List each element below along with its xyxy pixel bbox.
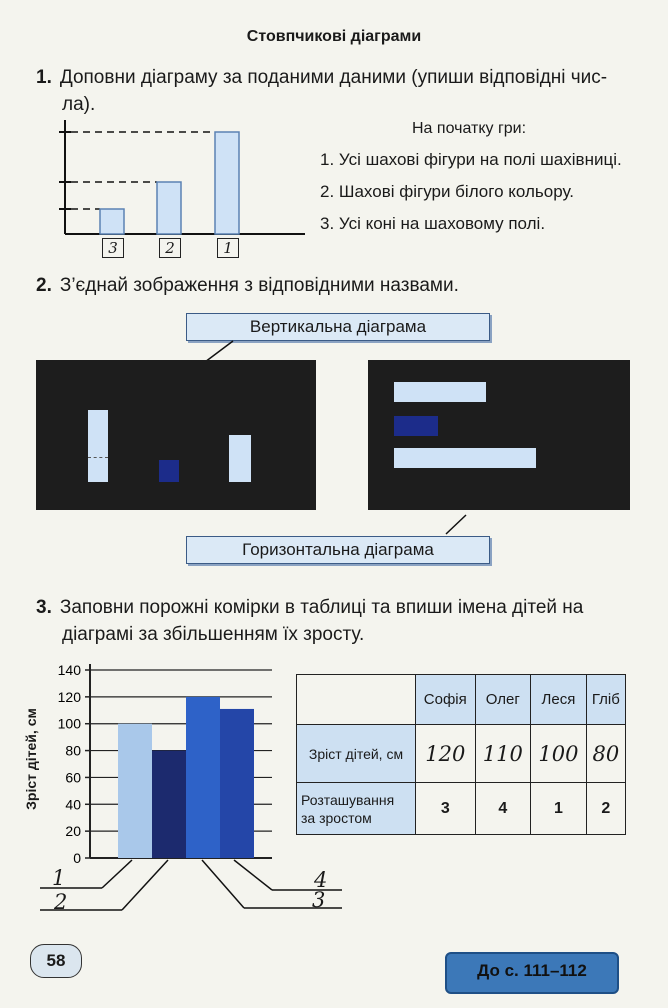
task1-line2: ла). <box>62 94 96 115</box>
task1-bar-label-2[interactable]: 2 <box>159 238 181 258</box>
table-rank-hlib: 2 <box>586 783 625 835</box>
horizontal-chart-label[interactable]: Горизонтальна діаграма <box>186 536 490 564</box>
connector-vertical <box>205 341 233 362</box>
table-row <box>297 783 626 835</box>
task1-option-3: 3. Усі коні на шаховому полі. <box>320 214 546 233</box>
task2-line: З’єднай зображення з відповідними назвами. <box>59 275 459 296</box>
task1-bar-label-1[interactable]: 1 <box>217 238 239 258</box>
task1-bar-3 <box>100 209 124 234</box>
horizontal-bar-1 <box>394 382 486 402</box>
hand-number-2: 2 <box>54 890 68 914</box>
chart-ylabel-wrap <box>20 664 42 854</box>
table-header-lesia: Леся <box>531 675 587 725</box>
task3-line1: Заповни порожні комірки в таблиці та впиши імена дітей на <box>59 597 584 618</box>
table-row1-label: Зріст дітей, см <box>297 725 416 783</box>
vertical-bar-3 <box>229 435 251 482</box>
height-chart <box>40 660 290 870</box>
task1-option-1: 1. Усі шахові фігури на полі шахівниці. <box>320 150 622 169</box>
page-number: 58 <box>30 944 82 978</box>
task1-option-2: 2. Шахові фігури білого кольору. <box>320 182 574 201</box>
task1-bar-chart <box>55 112 315 242</box>
horizontal-bar-3 <box>394 448 536 468</box>
vertical-bar-dash <box>88 457 108 458</box>
table-height-hlib[interactable]: 80 <box>586 725 625 783</box>
hand-number-1: 1 <box>52 866 66 890</box>
vertical-chart-image[interactable] <box>36 360 316 510</box>
height-table <box>296 674 626 835</box>
task1-intro: На початку гри: <box>412 120 527 137</box>
table-rank-sofia: 3 <box>416 783 476 835</box>
page-reference: До с. 111–112 <box>445 952 619 994</box>
task1-bar-label-3[interactable]: 3 <box>102 238 124 258</box>
horizontal-bar-2 <box>394 416 438 436</box>
chart-tick-label: 0 <box>73 850 81 866</box>
horizontal-chart-image[interactable] <box>368 360 630 510</box>
table-row2-label <box>297 783 416 835</box>
table-height-sofia[interactable]: 120 <box>416 725 476 783</box>
chart-bar-1 <box>118 724 152 858</box>
table-header-oleh: Олег <box>475 675 531 725</box>
vertical-bar-1 <box>88 410 108 482</box>
hand-number-3: 3 <box>312 888 326 912</box>
table-header-sofia: Софія <box>416 675 476 725</box>
task2-number: 2. <box>36 275 52 296</box>
table-rank-oleh: 4 <box>475 783 531 835</box>
task1-bar-1 <box>215 132 239 234</box>
chart-bar-3 <box>186 697 220 858</box>
task1-text <box>36 64 636 118</box>
table-header-row <box>297 675 626 725</box>
vertical-chart-label[interactable]: Вертикальна діаграма <box>186 313 490 341</box>
task2-text <box>36 272 459 299</box>
task1-number: 1. <box>36 67 52 88</box>
page-title: Стовпчикові діаграми <box>246 28 422 45</box>
task1-bar-2 <box>157 182 181 234</box>
task1-line1: Доповни діаграму за поданими даними (упиши відповідні чис- <box>59 67 608 88</box>
table-row <box>297 725 626 783</box>
task3-line2: діаграмі за збільшенням їх зросту. <box>62 624 365 645</box>
chart-tick-label: 140 <box>57 662 81 678</box>
table-row2-label-line1: Розташування <box>301 791 395 808</box>
connector-horizontal <box>446 515 466 534</box>
table-corner <box>297 675 416 725</box>
vertical-bar-2 <box>159 460 179 482</box>
chart-ylabel: Зріст дітей, см <box>23 708 40 810</box>
task3-text <box>36 594 646 648</box>
chart-tick-label: 60 <box>65 769 81 786</box>
task3-number: 3. <box>36 597 52 618</box>
chart-bar-4 <box>220 709 254 858</box>
table-row2-label-line2: за зростом <box>301 809 372 826</box>
chart-tick-label: 100 <box>57 715 81 732</box>
chart-bar-2 <box>152 751 186 858</box>
table-rank-lesia: 1 <box>531 783 587 835</box>
hand-number-4: 4 <box>314 868 328 892</box>
chart-tick-label: 120 <box>57 688 81 705</box>
chart-tick-label: 20 <box>65 823 81 840</box>
table-header-hlib: Гліб <box>586 675 625 725</box>
table-height-oleh[interactable]: 110 <box>475 725 531 783</box>
chart-tick-label: 40 <box>65 796 81 813</box>
table-height-lesia[interactable]: 100 <box>531 725 587 783</box>
chart-tick-label: 80 <box>65 742 81 759</box>
